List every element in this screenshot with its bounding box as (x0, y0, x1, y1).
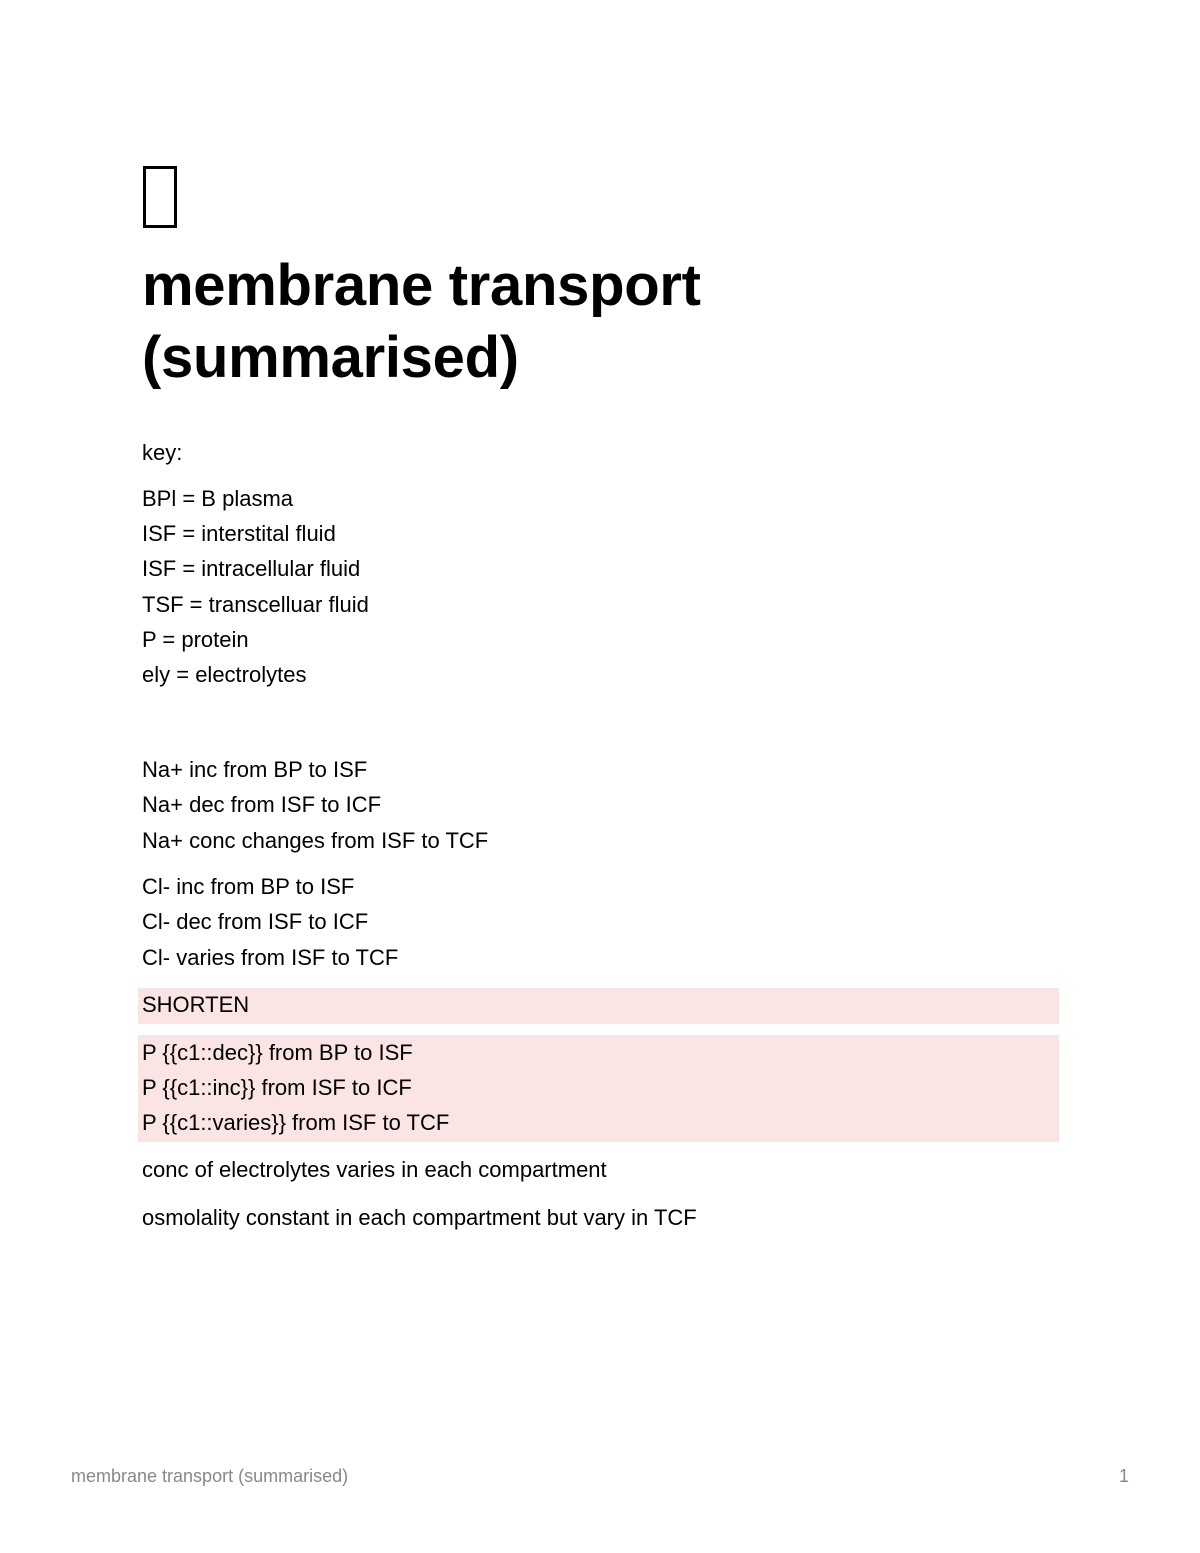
key-item: P = protein (142, 627, 249, 652)
sodium-line: Na+ conc changes from ISF to TCF (142, 828, 489, 853)
note-line: conc of electrolytes varies in each compartment (142, 1157, 607, 1182)
page-title (142, 250, 1042, 394)
key-item: ISF = interstital fluid (142, 521, 336, 546)
sodium-line: Na+ dec from ISF to ICF (142, 792, 382, 817)
protein-line: P {{c1::dec}} from BP to ISF (142, 1040, 413, 1065)
chloride-line: Cl- inc from BP to ISF (142, 874, 355, 899)
protein-line: P {{c1::varies}} from ISF to TCF (142, 1110, 450, 1135)
page-title-line-2: (summarised) (142, 325, 519, 390)
page-title-line-1: membrane transport (142, 253, 701, 318)
key-heading: key: (142, 440, 183, 465)
chloride-line: Cl- varies from ISF to TCF (142, 945, 399, 970)
footer-page-number: 1 (1118, 1466, 1129, 1486)
key-item: BPl = B plasma (142, 486, 294, 511)
page-icon (143, 166, 177, 228)
shorten-label: SHORTEN (142, 992, 250, 1017)
key-item: ISF = intracellular fluid (142, 556, 361, 581)
protein-line: P {{c1::inc}} from ISF to ICF (142, 1075, 412, 1100)
shorten-highlight (138, 988, 1059, 1024)
footer-doc-title: membrane transport (summarised) (71, 1466, 349, 1486)
key-item: TSF = transcelluar fluid (142, 592, 369, 617)
sodium-line: Na+ inc from BP to ISF (142, 757, 368, 782)
chloride-line: Cl- dec from ISF to ICF (142, 909, 369, 934)
note-line: osmolality constant in each compartment but vary in TCF (142, 1205, 697, 1230)
key-item: ely = electrolytes (142, 662, 307, 687)
